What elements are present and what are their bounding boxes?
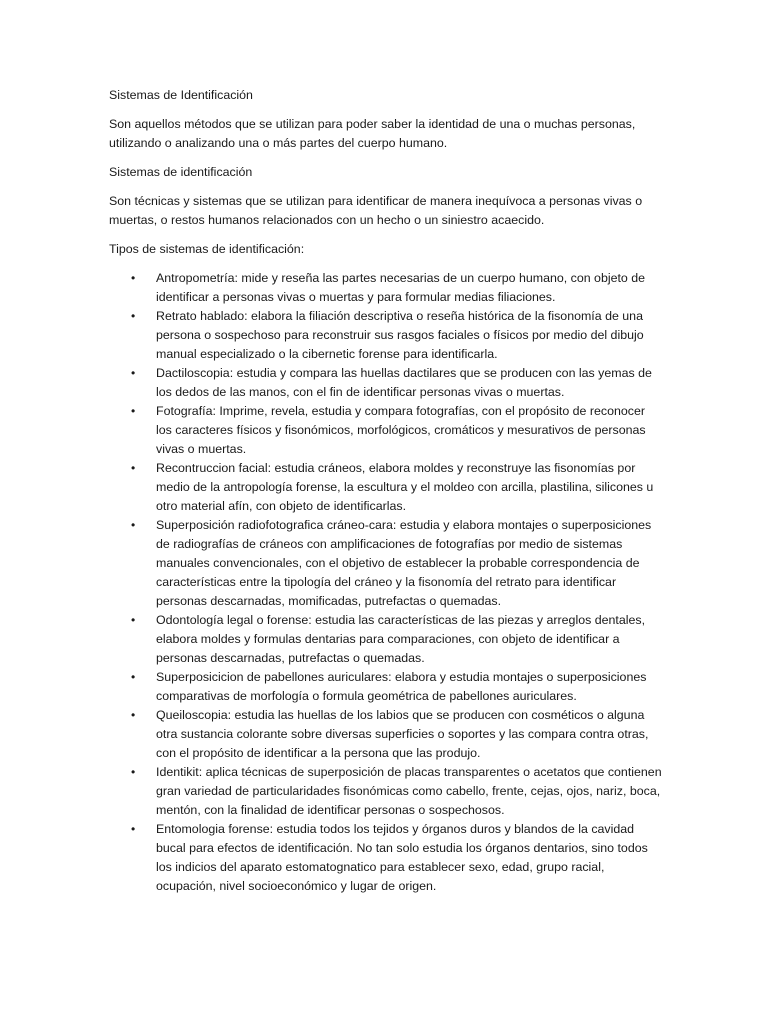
list-item xyxy=(109,706,664,763)
bullet-icon: • xyxy=(131,708,136,722)
list-item xyxy=(109,763,664,820)
identification-systems-list xyxy=(109,269,664,896)
bullet-icon: • xyxy=(131,309,136,323)
list-item xyxy=(109,307,664,364)
list-item xyxy=(109,364,664,402)
list-item xyxy=(109,459,664,516)
bullet-icon: • xyxy=(131,366,136,380)
bullet-icon: • xyxy=(131,765,136,779)
document-content xyxy=(109,86,664,896)
list-item-text: Fotografía: Imprime, revela, estudia y compara fotografías, con el propósito de reconocer los caracteres físicos y fisonómicos, morfológicos, cromáticos y mesurativos de personas vivas o muertas. xyxy=(156,404,646,456)
list-item-text: Identikit: aplica técnicas de superposición de placas transparentes o acetatos que contienen gran variedad de particularidades fisonómicas como cabello, frente, cejas, ojos, nariz, boca, mentón, con la finalidad de identificar personas o sospechosos. xyxy=(156,765,662,817)
bullet-icon: • xyxy=(131,822,136,836)
section-title-1: Sistemas de Identificación xyxy=(109,88,253,102)
list-item xyxy=(109,402,664,459)
list-item-text: Queiloscopia: estudia las huellas de los labios que se producen con cosméticos o alguna otra sustancia colorante sobre diversas superficies o soportes y las compara contra otras, con el propósito de identificar a la persona que las produjo. xyxy=(156,708,649,760)
list-title: Tipos de sistemas de identificación: xyxy=(109,242,305,256)
list-item-text: Antropometría: mide y reseña las partes necesarias de un cuerpo humano, con objeto de identificar a personas vivas o muertas y para formular medias filiaciones. xyxy=(156,271,646,304)
list-item-text: Superposicicion de pabellones auriculares: elabora y estudia montajes o superposiciones comparativas de morfología o formula geométrica de pabellones auriculares. xyxy=(156,670,647,703)
bullet-icon: • xyxy=(131,404,136,418)
bullet-icon: • xyxy=(131,613,136,627)
bullet-icon: • xyxy=(131,461,136,475)
list-item-text: Retrato hablado: elabora la filiación descriptiva o reseña histórica de la fisonomía de una persona o sospechoso para reconstruir sus rasgos faciales o físicos por medio del dibujo manual especializado o la cibernetic forense para identificarla. xyxy=(156,309,644,361)
paragraph-2: Son técnicas y sistemas que se utilizan para identificar de manera inequívoca a personas vivas o muertas, o restos humanos relacionados con un hecho o un siniestro acaecido. xyxy=(109,194,643,227)
bullet-icon: • xyxy=(131,670,136,684)
list-item-text: Entomologia forense: estudia todos los tejidos y órganos duros y blandos de la cavidad bucal para efectos de identificación. No tan solo estudia los órganos dentarios, sino todos los indicios del aparato estomatognatico para establecer sexo, edad, grupo racial, ocupación, nivel socioeconómico y lugar de origen. xyxy=(156,822,648,893)
bullet-icon: • xyxy=(131,518,136,532)
list-item xyxy=(109,269,664,307)
section-title-2: Sistemas de identificación xyxy=(109,165,253,179)
list-item xyxy=(109,516,664,611)
list-item-text: Superposición radiofotografica cráneo-cara: estudia y elabora montajes o superposiciones de radiografías de cráneos con amplificaciones de fotografías por medio de sistemas manuales convencionales, con el objetivo de establecer la probable correspondencia de características entre la tipología del cráneo y la fisonomía del retrato para identificar personas descarnadas, momificadas, putrefactas o quemadas. xyxy=(156,518,652,608)
paragraph-1: Son aquellos métodos que se utilizan para poder saber la identidad de una o muchas personas, utilizando o analizando una o más partes del cuerpo humano. xyxy=(109,117,636,150)
list-item xyxy=(109,668,664,706)
list-item-text: Recontruccion facial: estudia cráneos, elabora moldes y reconstruye las fisonomías por medio de la antropología forense, la escultura y el moldeo con arcilla, plastilina, silicones u otro material afín, con objeto de identificarlas. xyxy=(156,461,654,513)
bullet-icon: • xyxy=(131,271,136,285)
list-item-text: Dactiloscopia: estudia y compara las huellas dactilares que se producen con las yemas de los dedos de las manos, con el fin de identificar personas vivas o muertas. xyxy=(156,366,652,399)
list-item-text: Odontología legal o forense: estudia las características de las piezas y arreglos dentales, elabora moldes y formulas dentarias para comparaciones, con objeto de identificar a personas descarnadas, putrefactas o quemadas. xyxy=(156,613,646,665)
list-item xyxy=(109,611,664,668)
list-item xyxy=(109,820,664,896)
